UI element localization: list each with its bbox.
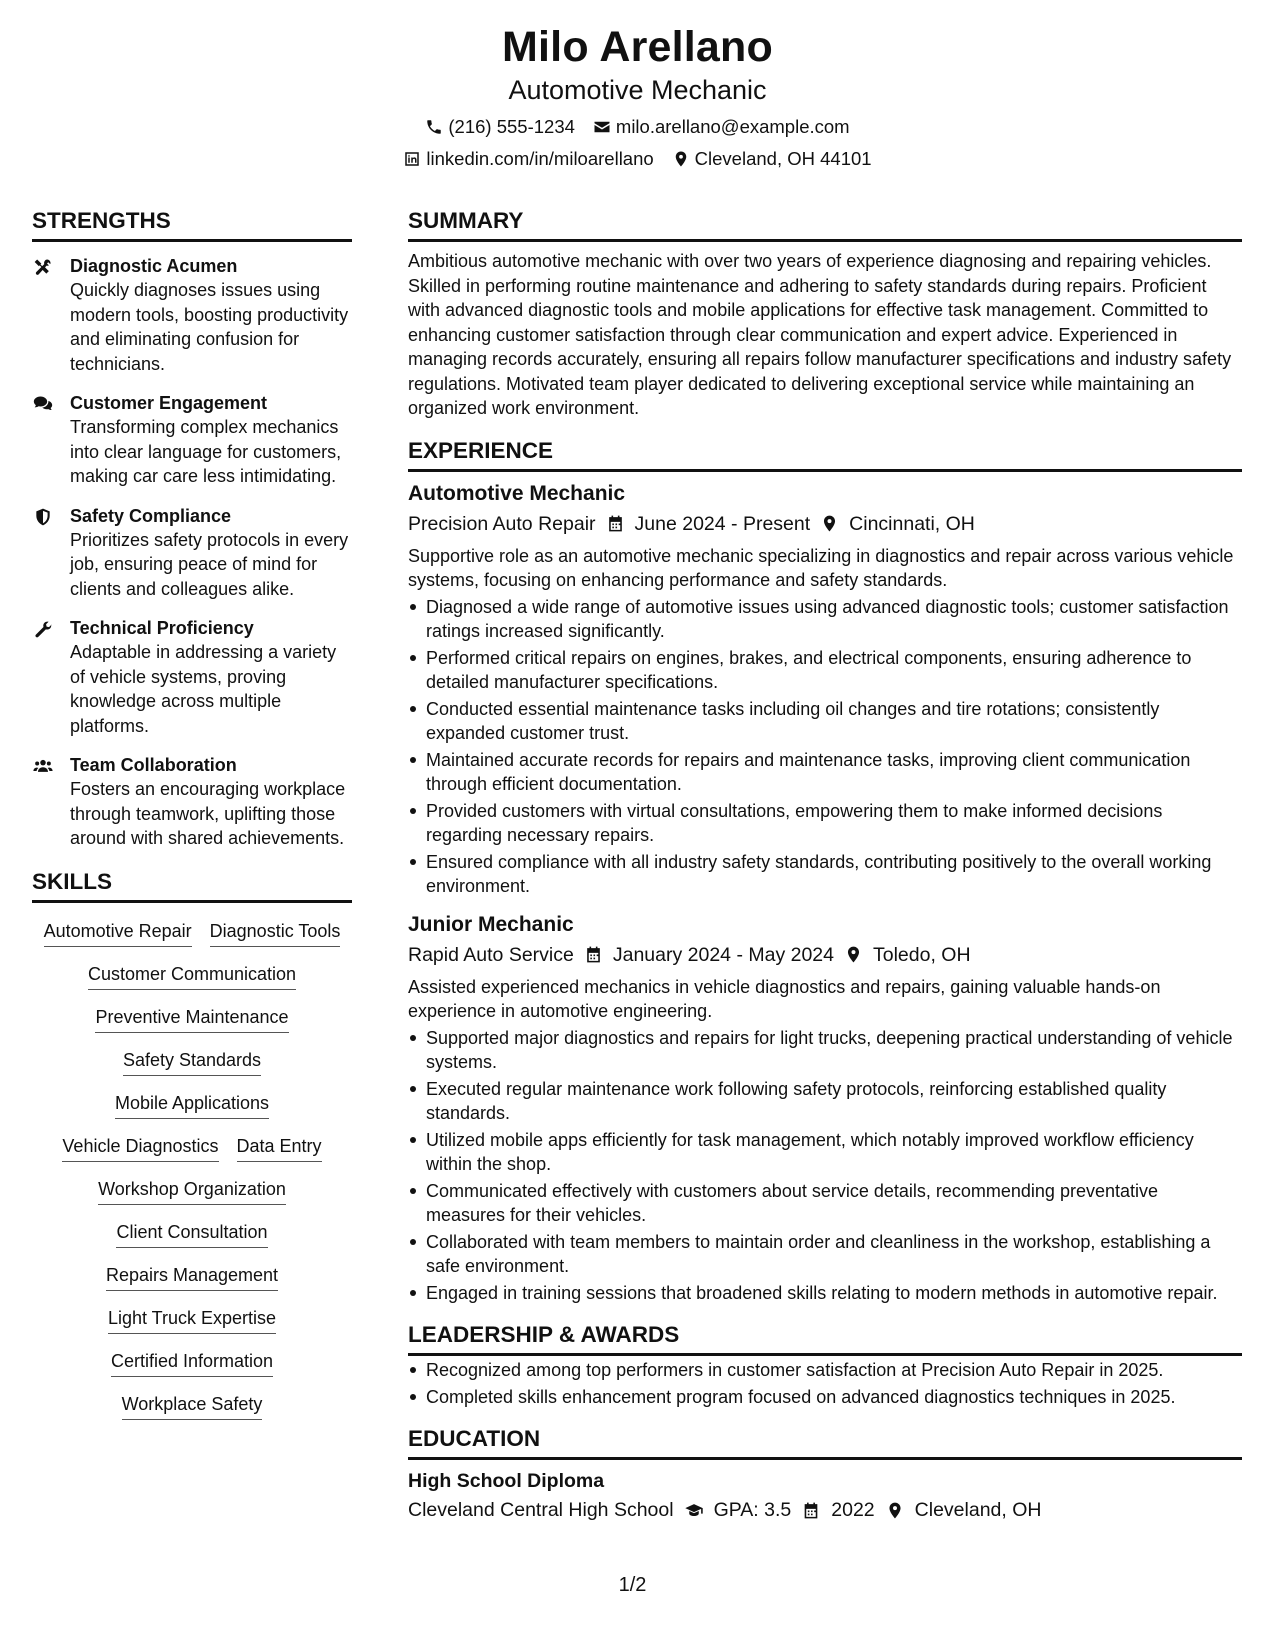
- skill-tag: Preventive Maintenance: [95, 1005, 288, 1033]
- job-entry: [408, 911, 1242, 1306]
- candidate-name: Milo Arellano: [502, 23, 773, 71]
- job-dates: January 2024 - May 2024: [612, 943, 834, 966]
- contact-row-1: [0, 116, 1275, 138]
- envelope-icon: [593, 118, 611, 136]
- job-bullet: Conducted essential maintenance tasks including oil changes and tire rotations; consistently expanded customer trust.: [408, 697, 1242, 746]
- email-text: milo.arellano@example.com: [615, 116, 850, 137]
- strength-title: Customer Engagement: [70, 393, 268, 413]
- job-bullets: [408, 1026, 1242, 1306]
- strength-title: Technical Proficiency: [70, 618, 254, 638]
- contact-row-2: [0, 148, 1275, 170]
- strength-title: Team Collaboration: [70, 755, 237, 775]
- job-title: Automotive Mechanic: [408, 481, 626, 505]
- strength-item: [32, 504, 352, 602]
- skill-tag: Certified Information: [111, 1349, 273, 1377]
- strength-desc: Transforming complex mechanics into clear language for customers, making car care less intimidating.: [70, 417, 342, 486]
- strength-desc: Prioritizes safety protocols in every job, ensuring peace of mind for clients and colleagues alike.: [70, 529, 349, 599]
- experience-heading: EXPERIENCE: [408, 435, 1242, 472]
- job-meta: [408, 510, 1242, 538]
- contact-email[interactable]: [593, 116, 850, 138]
- skills-heading: SKILLS: [32, 866, 352, 903]
- job-title: Junior Mechanic: [408, 912, 574, 936]
- leadership-heading: LEADERSHIP & AWARDS: [408, 1319, 1242, 1356]
- skill-tag: Workplace Safety: [122, 1392, 263, 1420]
- page-number: [0, 1574, 1275, 1597]
- summary-text: Ambitious automotive mechanic with over two years of experience diagnosing and repairing vehicles. Skilled in performing routine maintenance and adhering to safety standards during repairs. Proficient with advanced diagnostic tools and mobile applications for effective task management. Committed to enhancing customer satisfaction through clear communication and expert advice. Experienced in managing records accurately, ensuring all repairs follow manufacturer specifications and industry safety regulations. Motivated team player dedicated to delivering exceptional service while maintaining an organized work environment.: [408, 251, 1232, 418]
- strength-item: [32, 254, 352, 376]
- job-bullet: Communicated effectively with customers about service details, recommending preventative measures for their vehicles.: [408, 1179, 1242, 1228]
- awards-list: [408, 1358, 1242, 1409]
- skill-tag: Diagnostic Tools: [210, 919, 341, 947]
- job-bullets: [408, 595, 1242, 899]
- strength-title: Diagnostic Acumen: [70, 256, 238, 276]
- job-bullet: Performed critical repairs on engines, brakes, and electrical components, ensuring adherence to detailed manufacturer specifications.: [408, 646, 1242, 695]
- job-description: Supportive role as an automotive mechanic specializing in diagnostics and repair across various vehicle systems, focusing on enhancing performance and safety standards.: [408, 545, 1234, 590]
- map-pin-icon: [844, 945, 863, 964]
- strength-desc: Adaptable in addressing a variety of vehicle systems, proving knowledge across multiple platforms.: [70, 642, 337, 736]
- strengths-heading: STRENGTHS: [32, 205, 352, 242]
- award-item: Recognized among top performers in customer satisfaction at Precision Auto Repair in 2025.: [408, 1358, 1242, 1383]
- graduation-cap-icon: [684, 1501, 704, 1520]
- education-school: Cleveland Central High School: [408, 1499, 674, 1521]
- skill-tag: Light Truck Expertise: [108, 1306, 276, 1334]
- calendar-icon: [584, 945, 603, 964]
- job-dates: June 2024 - Present: [634, 512, 811, 535]
- job-bullet: Maintained accurate records for repairs and maintenance tasks, improving client communication through efficient documentation.: [408, 748, 1242, 797]
- job-bullet: Provided customers with virtual consultations, empowering them to make informed decisions regarding necessary repairs.: [408, 799, 1242, 848]
- skill-tag: Data Entry: [237, 1134, 322, 1162]
- location-text: Cleveland, OH 44101: [694, 148, 872, 169]
- wrench-icon: [32, 619, 54, 639]
- map-pin-icon: [672, 150, 690, 168]
- comments-icon: [32, 394, 54, 414]
- job-bullet: Collaborated with team members to maintain order and cleanliness in the workshop, establishing a safe environment.: [408, 1230, 1242, 1279]
- phone-icon: [425, 118, 443, 136]
- job-entry: [408, 480, 1242, 899]
- right-column: [408, 205, 1242, 1524]
- job-company: Precision Auto Repair: [408, 512, 596, 535]
- strengths-list: [32, 254, 352, 851]
- page-number-text: 1/2: [618, 1574, 647, 1596]
- summary-heading: SUMMARY: [408, 205, 1242, 242]
- job-bullet: Executed regular maintenance work following safety protocols, reinforcing established quality standards.: [408, 1077, 1242, 1126]
- award-item: Completed skills enhancement program focused on advanced diagnostics techniques in 2025.: [408, 1385, 1242, 1410]
- linkedin-text: linkedin.com/in/miloarellano: [426, 148, 654, 169]
- calendar-icon: [801, 1501, 821, 1520]
- job-bullet: Ensured compliance with all industry safety standards, contributing positively to the overall working environment.: [408, 850, 1242, 899]
- job-company: Rapid Auto Service: [408, 943, 574, 966]
- skills-list: [32, 919, 352, 1420]
- skill-tag: Mobile Applications: [115, 1091, 269, 1119]
- strength-item: [32, 753, 352, 851]
- skill-tag: Repairs Management: [106, 1263, 278, 1291]
- skill-tag: Client Consultation: [116, 1220, 267, 1248]
- shield-icon: [32, 507, 54, 527]
- users-icon: [32, 756, 54, 776]
- contact-phone: [425, 116, 575, 138]
- tools-icon: [32, 257, 54, 277]
- candidate-role: Automotive Mechanic: [508, 75, 767, 105]
- contact-linkedin[interactable]: [403, 148, 653, 170]
- strength-desc: Fosters an encouraging workplace through teamwork, uplifting those around with shared achievements.: [70, 779, 346, 848]
- skill-tag: Automotive Repair: [44, 919, 192, 947]
- phone-text: (216) 555-1234: [448, 116, 575, 137]
- job-bullet: Diagnosed a wide range of automotive issues using advanced diagnostic tools; customer satisfaction ratings increased significantly.: [408, 595, 1242, 644]
- education-location: Cleveland, OH: [914, 1499, 1042, 1521]
- skill-tag: Workshop Organization: [98, 1177, 286, 1205]
- job-location: Toledo, OH: [873, 943, 971, 966]
- strength-title: Safety Compliance: [70, 505, 232, 526]
- map-pin-icon: [885, 1501, 905, 1520]
- calendar-icon: [606, 514, 625, 533]
- job-location: Cincinnati, OH: [849, 512, 975, 535]
- job-meta: [408, 941, 1242, 969]
- education-degree: High School Diploma: [408, 1470, 605, 1492]
- job-bullet: Utilized mobile apps efficiently for task management, which notably improved workflow efficiency within the shop.: [408, 1128, 1242, 1177]
- left-column: [32, 205, 352, 1420]
- education-meta: [408, 1496, 1242, 1524]
- job-bullet: Engaged in training sessions that broadened skills relating to modern methods in automotive repair.: [408, 1281, 1242, 1306]
- linkedin-icon: [403, 150, 421, 168]
- contact-location: [672, 148, 872, 170]
- resume-header: [0, 22, 1275, 170]
- skill-tag: Vehicle Diagnostics: [62, 1134, 218, 1162]
- map-pin-icon: [820, 514, 839, 533]
- education-gpa: GPA: 3.5: [713, 1499, 792, 1521]
- strength-item: [32, 616, 352, 738]
- skill-tag: Customer Communication: [88, 962, 296, 990]
- job-bullet: Supported major diagnostics and repairs for light trucks, deepening practical understanding of vehicle systems.: [408, 1026, 1242, 1075]
- education-heading: EDUCATION: [408, 1423, 1242, 1460]
- education-year: 2022: [831, 1499, 875, 1521]
- strength-item: [32, 391, 352, 489]
- strength-desc: Quickly diagnoses issues using modern tools, boosting productivity and eliminating confusion for technicians.: [70, 280, 349, 374]
- job-description: Assisted experienced mechanics in vehicle diagnostics and repairs, gaining valuable hands-on experience in automotive engineering.: [408, 976, 1161, 1021]
- skill-tag: Safety Standards: [123, 1048, 261, 1076]
